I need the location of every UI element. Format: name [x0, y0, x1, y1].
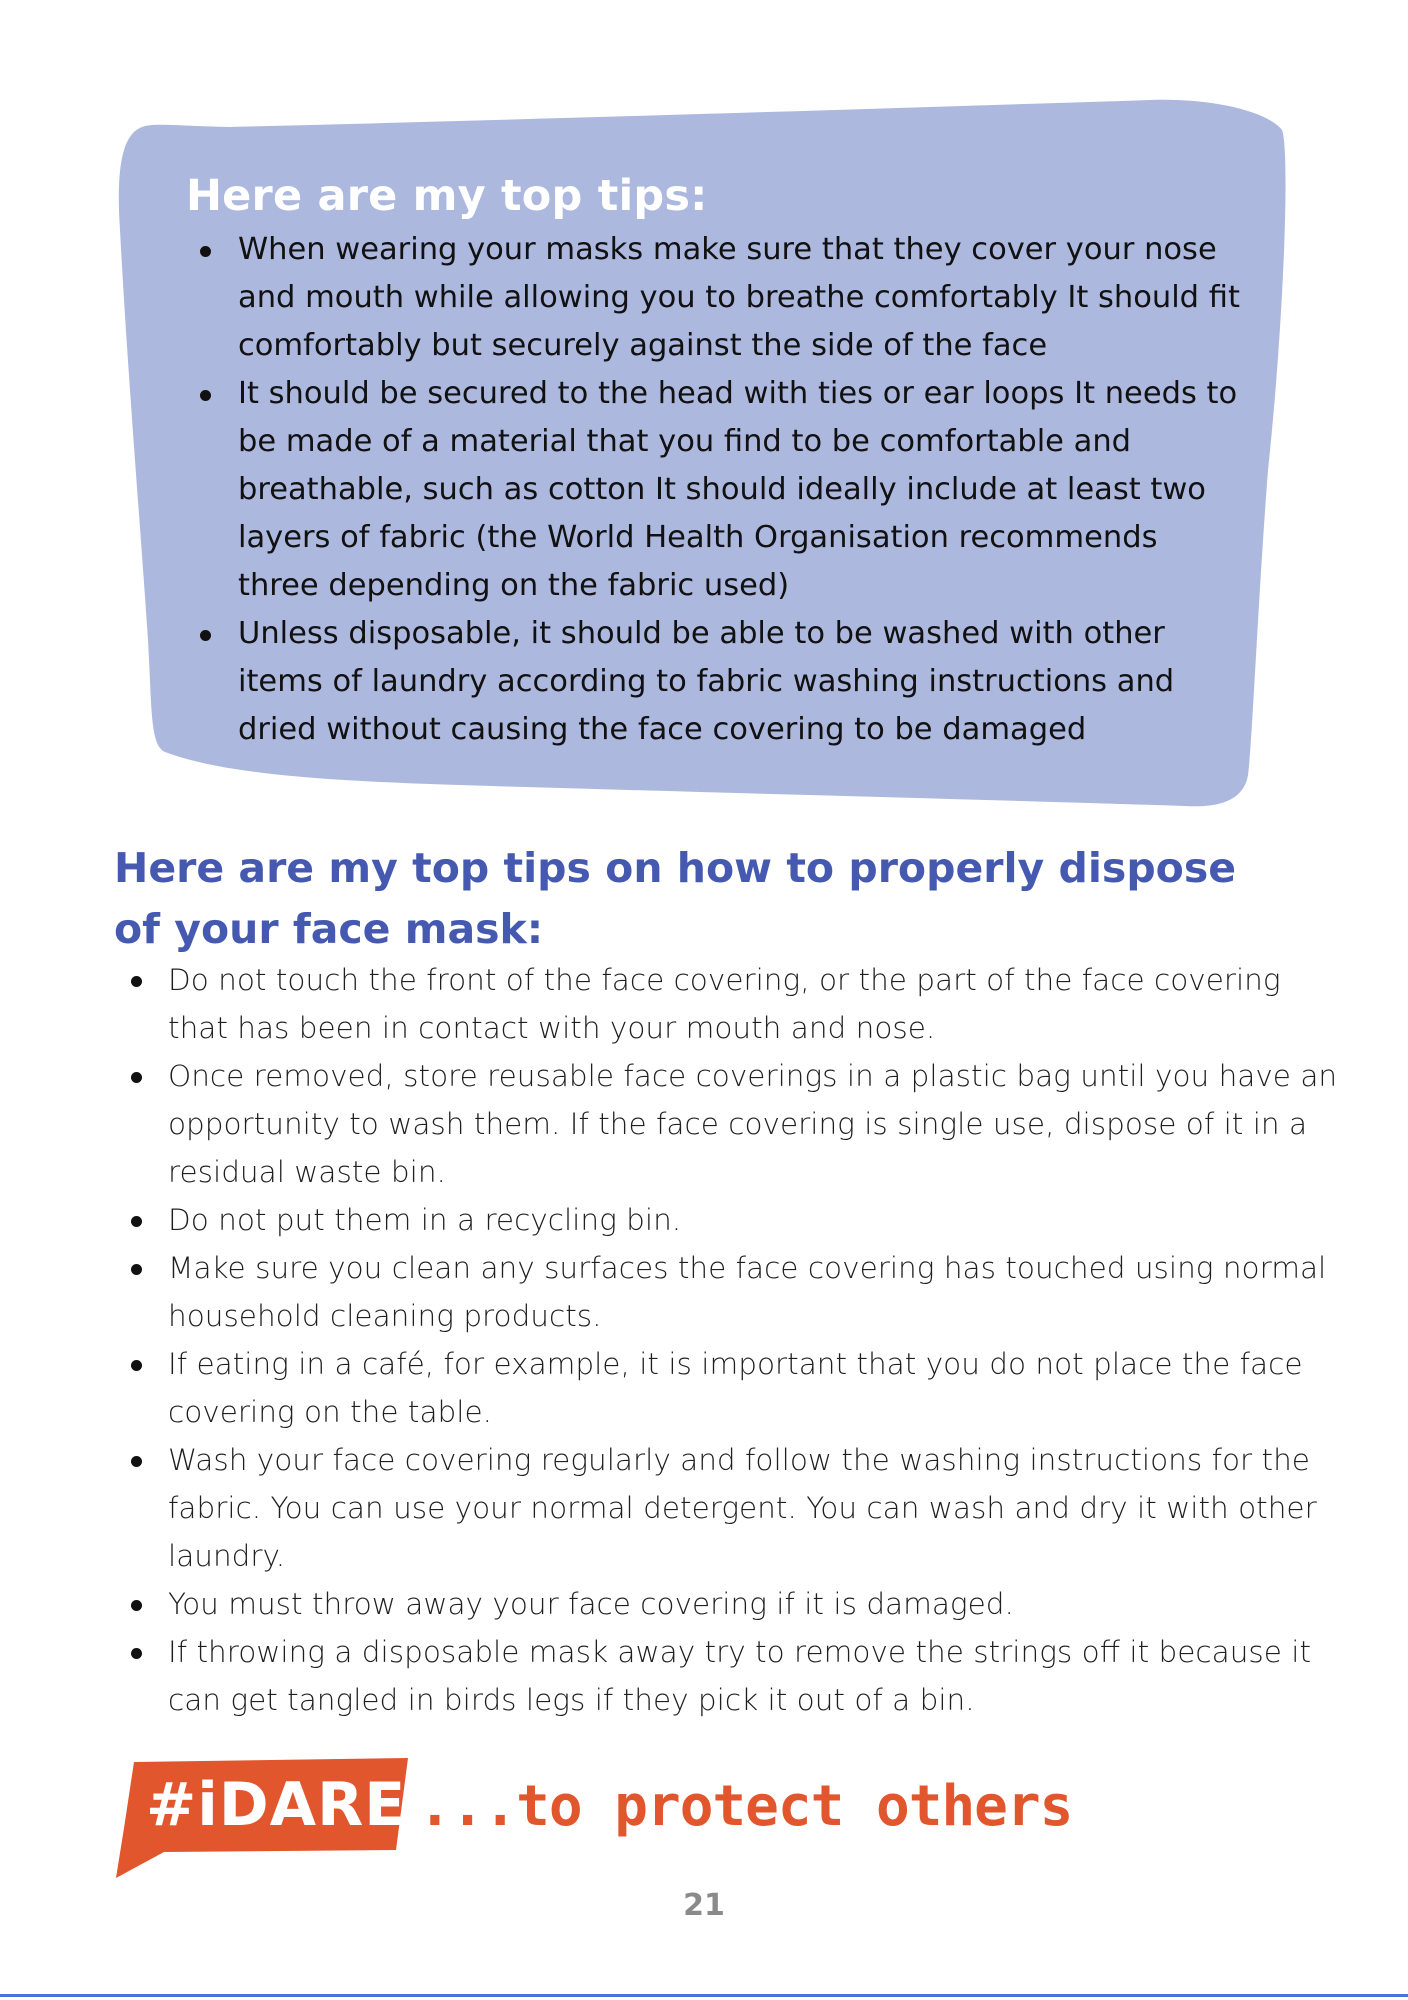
slogan-tag: #iDARE	[146, 1770, 407, 1840]
dispose-tip-item: Wash your face covering regularly and follow the washing instructions for the fabric. You can use your normal detergent. You can wash and dry it with other laundry.	[114, 1436, 1344, 1580]
dispose-tip-item: If throwing a disposable mask away try to remove the strings off it because it can get tangled in birds legs if they pick it out of a bin.	[114, 1628, 1344, 1724]
wear-tip-item: Unless disposable, it should be able to be washed with other items of laundry according to fabric washing instructions and dried without causing the face covering to be damaged	[186, 610, 1246, 754]
wear-tips-box	[186, 168, 1246, 754]
dispose-tip-item: Make sure you clean any surfaces the face covering has touched using normal household cleaning products.	[114, 1244, 1344, 1340]
dispose-tips-list	[114, 956, 1344, 1724]
wear-tips-list	[186, 226, 1246, 754]
wear-tips-title: Here are my top tips:	[186, 171, 708, 221]
slogan-text: ...to protect others	[418, 1774, 1073, 1839]
dispose-tip-item: Do not touch the front of the face covering, or the part of the face covering that has been in contact with your mouth and nose.	[114, 956, 1344, 1052]
dispose-tips-title	[114, 838, 1314, 960]
dispose-tip-item: You must throw away your face covering if it is damaged.	[114, 1580, 1344, 1628]
dispose-tip-item: If eating in a café, for example, it is important that you do not place the face covering on the table.	[114, 1340, 1344, 1436]
dispose-title-line-1: Here are my top tips on how to properly dispose	[114, 844, 1237, 892]
dispose-tip-item: Do not put them in a recycling bin.	[114, 1196, 1344, 1244]
bottom-rule	[0, 1994, 1408, 1997]
wear-tip-item: When wearing your masks make sure that they cover your nose and mouth while allowing you to breathe comfortably It should fit comfortably but securely against the side of the face	[186, 226, 1246, 370]
wear-tip-item: It should be secured to the head with ties or ear loops It needs to be made of a material that you find to be comfortable and breathable, such as cotton It should ideally include at least two layers of fabric (the World Health Organisation recommends three depending on the fabric used)	[186, 370, 1246, 610]
dispose-title-line-2: of your face mask:	[114, 905, 544, 953]
page-number: 21	[683, 1888, 725, 1923]
dispose-tip-item: Once removed, store reusable face coverings in a plastic bag until you have an opportunity to wash them. If the face covering is single use, dispose of it in a residual waste bin.	[114, 1052, 1344, 1196]
